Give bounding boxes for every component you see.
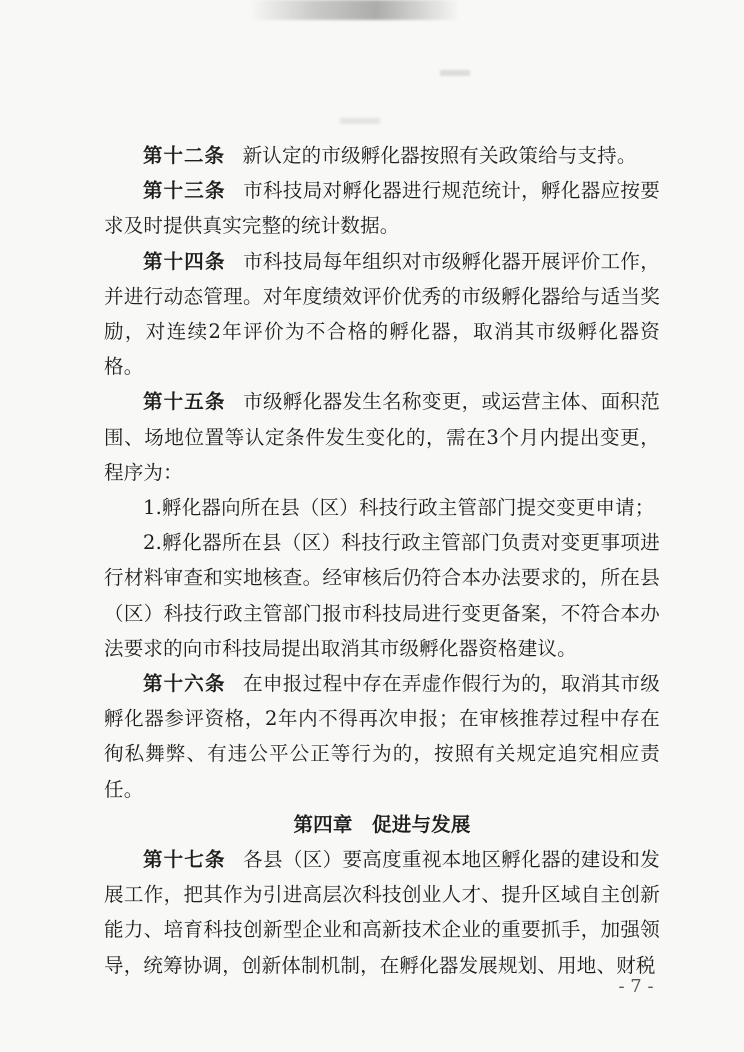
chapter-heading: [104, 807, 660, 842]
scan-bleed-through: [440, 70, 470, 76]
article-label: 第十二条: [143, 144, 226, 167]
article-label: 第十七条: [143, 848, 226, 872]
procedure-step-2: 2.孵化器所在县（区）科技行政主管部门负责对变更事项进行材料审查和实地核查。经审核后仍符合本办法要求的，所在县（区）科技行政主管部门报市科技局进行变更备案，不符合本办法要求的向市科技局提出取消其市级孵化器资格建议。: [104, 531, 660, 660]
article-16: [104, 666, 660, 807]
article-label: 第十五条: [143, 390, 226, 414]
scan-bleed-through: [250, 0, 460, 20]
article-text: 市科技局每年组织对市级孵化器开展评价工作，并进行动态管理。对年度绩效评价优秀的市级孵化器给与适当奖励，对连续2年评价为不合格的孵化器，取消其市级孵化器资格。: [104, 249, 660, 379]
article-label: 第十六条: [143, 672, 226, 696]
article-13: [104, 173, 660, 243]
article-label: 第十三条: [143, 179, 226, 203]
scan-bleed-through: [340, 118, 380, 124]
procedure-step-1: 1.孵化器向所在县（区）科技行政主管部门提交变更申请；: [143, 496, 655, 520]
article-text: 在申报过程中存在弄虚作假行为的，取消其市级孵化器参评资格，2年内不得再次申报；在审核推荐过程中存在徇私舞弊、有违公平公正等行为的，按照有关规定追究相应责任。: [104, 672, 660, 801]
document-body: [104, 138, 660, 983]
article-12: [104, 138, 660, 173]
article-17: [104, 842, 660, 983]
article-text: 市级孵化器发生名称变更，或运营主体、面积范围、场地位置等认定条件发生变化的，需在3个月内提出变更，程序为：: [104, 390, 660, 484]
article-14: [104, 244, 660, 385]
article-label: 第十四条: [143, 249, 226, 273]
article-15: [104, 384, 660, 490]
article-text: 市科技局对孵化器进行规范统计，孵化器应按要求及时提供真实完整的统计数据。: [104, 179, 660, 238]
page-number: - 7 -: [618, 976, 654, 997]
article-text: 各县（区）要高度重视本地区孵化器的建设和发展工作，把其作为引进高层次科技创业人才、提升区域自主创新能力、培育科技创新型企业和高新技术企业的重要抓手，加强领导，统筹协调，创新体制机制，在孵化器发展规划、用地、财税: [104, 848, 660, 977]
chapter-number: 第四章: [293, 812, 353, 836]
chapter-title: 促进与发展: [372, 812, 471, 836]
article-text: 新认定的市级孵化器按照有关政策给与支持。: [242, 144, 637, 167]
